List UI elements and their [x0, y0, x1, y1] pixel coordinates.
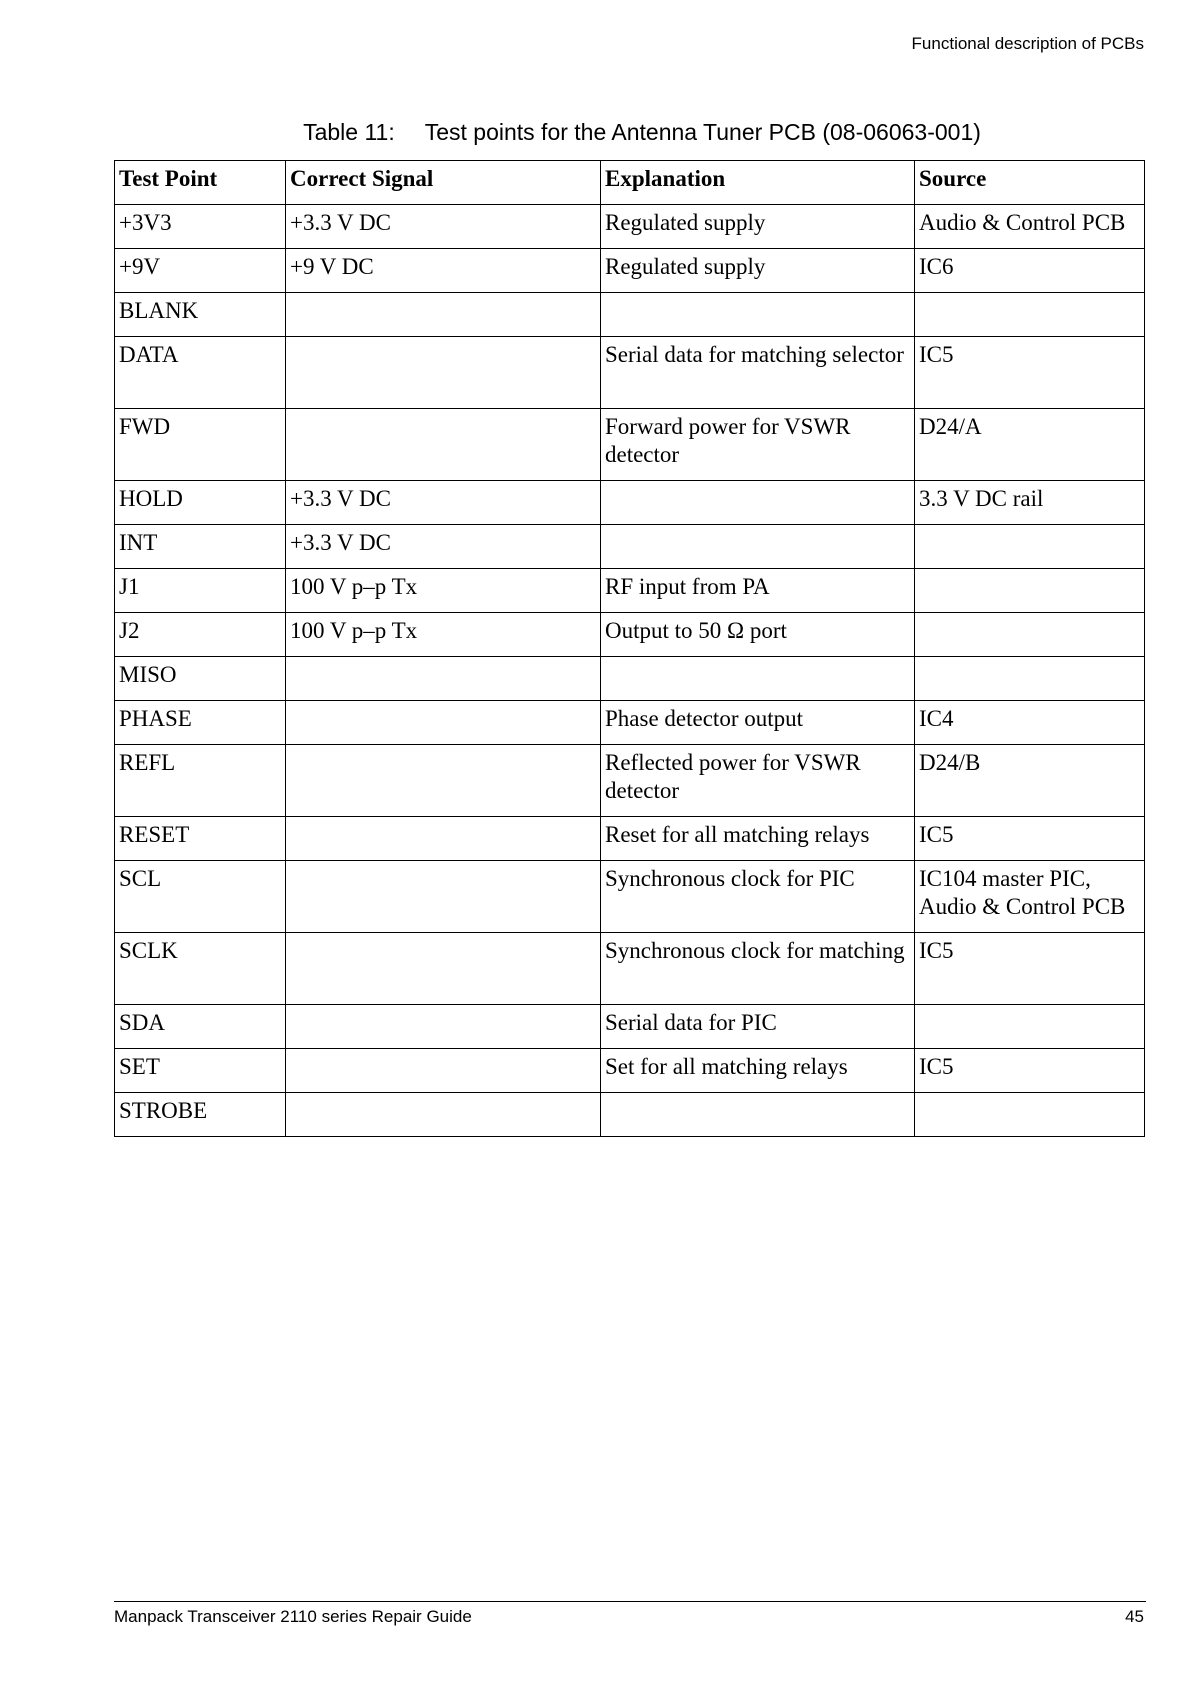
footer-page-number: 45	[1125, 1607, 1144, 1626]
table-row	[115, 861, 1145, 933]
table-row	[115, 817, 1145, 861]
table-row	[115, 205, 1145, 249]
cell-source: IC104 master PIC, Audio & Control PCB	[915, 861, 1145, 933]
cell-test-point: +9V	[115, 249, 286, 293]
footer-divider	[114, 1601, 1146, 1602]
cell-explanation	[601, 293, 915, 337]
cell-test-point: FWD	[115, 409, 286, 481]
column-header-explanation: Explanation	[601, 161, 915, 205]
cell-correct-signal: +9 V DC	[286, 249, 601, 293]
table-row	[115, 933, 1145, 1005]
cell-source	[915, 293, 1145, 337]
cell-source	[915, 525, 1145, 569]
cell-source: D24/A	[915, 409, 1145, 481]
table-row	[115, 745, 1145, 817]
cell-correct-signal	[286, 1049, 601, 1093]
cell-explanation	[601, 525, 915, 569]
table-row	[115, 481, 1145, 525]
cell-explanation: RF input from PA	[601, 569, 915, 613]
cell-explanation: Output to 50 Ω port	[601, 613, 915, 657]
running-header: Functional description of PCBs	[911, 34, 1144, 53]
cell-correct-signal: 100 V p–p Tx	[286, 613, 601, 657]
table-header-row	[115, 161, 1145, 205]
cell-source: IC5	[915, 337, 1145, 409]
cell-correct-signal	[286, 745, 601, 817]
cell-test-point: SCL	[115, 861, 286, 933]
table-row	[115, 569, 1145, 613]
cell-explanation: Serial data for matching selector	[601, 337, 915, 409]
cell-explanation: Synchronous clock for PIC	[601, 861, 915, 933]
cell-test-point: MISO	[115, 657, 286, 701]
cell-source: IC5	[915, 817, 1145, 861]
cell-correct-signal: 100 V p–p Tx	[286, 569, 601, 613]
table-row	[115, 701, 1145, 745]
cell-source	[915, 613, 1145, 657]
cell-source	[915, 1005, 1145, 1049]
cell-correct-signal	[286, 337, 601, 409]
cell-source	[915, 657, 1145, 701]
cell-correct-signal	[286, 1005, 601, 1049]
table-row	[115, 1093, 1145, 1137]
cell-test-point: INT	[115, 525, 286, 569]
cell-source: D24/B	[915, 745, 1145, 817]
column-header-source: Source	[915, 161, 1145, 205]
cell-correct-signal: +3.3 V DC	[286, 525, 601, 569]
cell-explanation	[601, 1093, 915, 1137]
cell-explanation: Serial data for PIC	[601, 1005, 915, 1049]
cell-explanation: Phase detector output	[601, 701, 915, 745]
cell-test-point: STROBE	[115, 1093, 286, 1137]
cell-test-point: SET	[115, 1049, 286, 1093]
cell-test-point: HOLD	[115, 481, 286, 525]
cell-test-point: RESET	[115, 817, 286, 861]
cell-source	[915, 1093, 1145, 1137]
column-header-test-point: Test Point	[115, 161, 286, 205]
cell-source: 3.3 V DC rail	[915, 481, 1145, 525]
table-row	[115, 613, 1145, 657]
cell-correct-signal: +3.3 V DC	[286, 205, 601, 249]
cell-test-point: DATA	[115, 337, 286, 409]
cell-test-point: J2	[115, 613, 286, 657]
cell-test-point: J1	[115, 569, 286, 613]
table-caption-title: Test points for the Antenna Tuner PCB (08-06063-001)	[424, 119, 981, 145]
cell-source: Audio & Control PCB	[915, 205, 1145, 249]
cell-source: IC6	[915, 249, 1145, 293]
cell-test-point: SCLK	[115, 933, 286, 1005]
cell-correct-signal	[286, 933, 601, 1005]
table-row	[115, 657, 1145, 701]
table-caption	[0, 119, 1192, 146]
cell-test-point: BLANK	[115, 293, 286, 337]
table-row	[115, 525, 1145, 569]
cell-source: IC5	[915, 933, 1145, 1005]
cell-explanation	[601, 481, 915, 525]
cell-explanation: Regulated supply	[601, 249, 915, 293]
cell-explanation: Reset for all matching relays	[601, 817, 915, 861]
cell-correct-signal	[286, 861, 601, 933]
cell-source: IC5	[915, 1049, 1145, 1093]
cell-test-point: SDA	[115, 1005, 286, 1049]
cell-explanation: Synchronous clock for matching	[601, 933, 915, 1005]
cell-test-point: PHASE	[115, 701, 286, 745]
table-row	[115, 249, 1145, 293]
cell-explanation: Reflected power for VSWR detector	[601, 745, 915, 817]
cell-correct-signal	[286, 409, 601, 481]
table-row	[115, 337, 1145, 409]
column-header-correct-signal: Correct Signal	[286, 161, 601, 205]
cell-correct-signal	[286, 657, 601, 701]
cell-explanation: Set for all matching relays	[601, 1049, 915, 1093]
cell-correct-signal	[286, 817, 601, 861]
cell-correct-signal: +3.3 V DC	[286, 481, 601, 525]
cell-test-point: REFL	[115, 745, 286, 817]
table-caption-label: Table 11:	[303, 119, 395, 145]
table-row	[115, 1049, 1145, 1093]
table-row	[115, 293, 1145, 337]
cell-source	[915, 569, 1145, 613]
cell-source: IC4	[915, 701, 1145, 745]
cell-correct-signal	[286, 293, 601, 337]
table-body	[115, 205, 1145, 1137]
table-row	[115, 1005, 1145, 1049]
cell-explanation	[601, 657, 915, 701]
cell-explanation: Forward power for VSWR detector	[601, 409, 915, 481]
footer-document-title: Manpack Transceiver 2110 series Repair Guide	[114, 1607, 472, 1626]
cell-test-point: +3V3	[115, 205, 286, 249]
cell-correct-signal	[286, 1093, 601, 1137]
table-row	[115, 409, 1145, 481]
cell-explanation: Regulated supply	[601, 205, 915, 249]
cell-correct-signal	[286, 701, 601, 745]
test-points-table	[114, 160, 1145, 1137]
